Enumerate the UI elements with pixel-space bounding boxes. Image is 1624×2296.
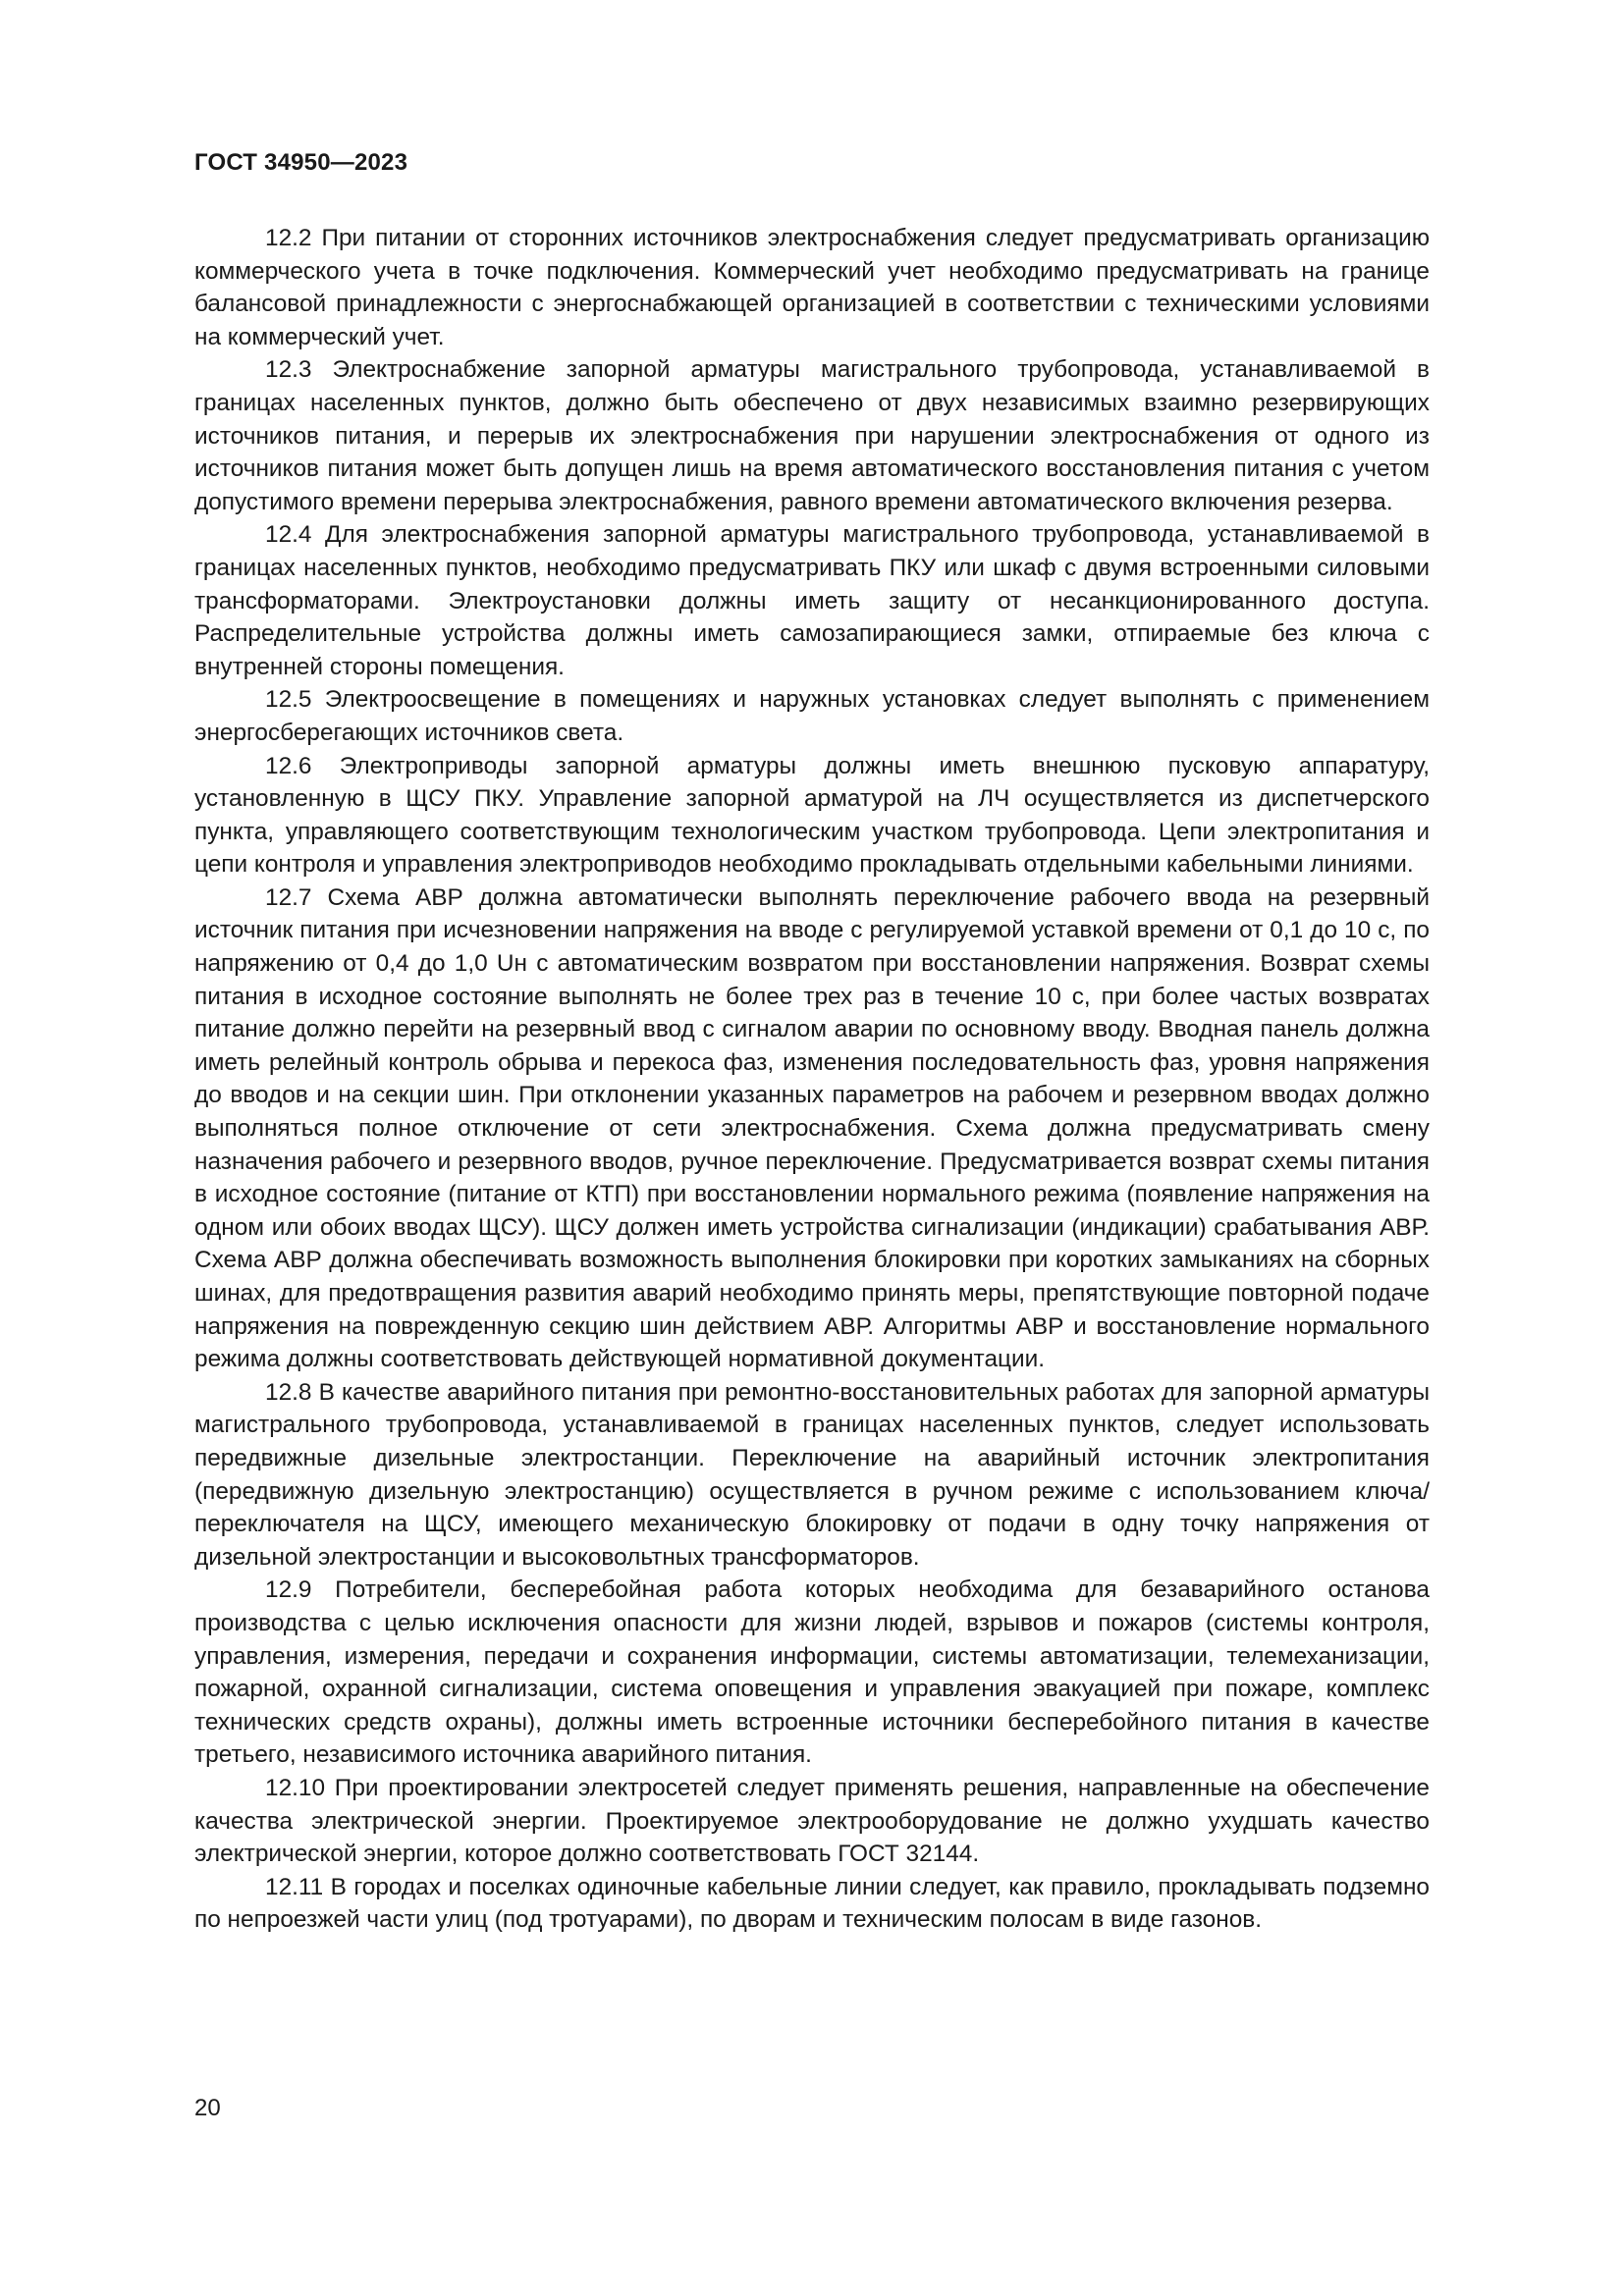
paragraph-12-9: 12.9 Потребители, бесперебойная работа которых необходима для безаварийного останова производства с целью исключения опасности для жизни людей, взрывов и пожаров (системы контроля, управления, измерения, передачи и сохранения информации, системы автоматизации, телемеханизации, пожарной, охранной сигнализации, система оповещения и управления эвакуацией при пожаре, комплекс технических средств охраны), должны иметь встроенные источники бесперебойного питания в качестве третьего, независимого источника аварийного питания. <box>194 1576 1430 1769</box>
paragraph-12-2: 12.2 При питании от сторонних источников электроснабжения следует предусматривать организацию коммерческого учета в точке подключения. Коммерческий учет необходимо предусматривать на границе балансовой принадлежности с энергоснабжающей организацией в соответствии с техническими условиями на коммерческий учет. <box>194 225 1430 350</box>
paragraph-12-10: 12.10 При проектировании электросетей следует применять решения, направленные на обеспечение качества электрической энергии. Проектируемое электрооборудование не должно ухудшать качество электрической энергии, которое должно соответствовать ГОСТ 32144. <box>194 1774 1430 1868</box>
document-body <box>194 222 1430 1937</box>
paragraph-12-7: 12.7 Схема АВР должна автоматически выполнять переключение рабочего ввода на резервный источник питания при исчезновении напряжения на вводе с регулируемой уставкой времени от 0,1 до 10 с, по напряжению от 0,4 до 1,0 Uн с автоматическим возвратом при восстановлении напряжения. Возврат схемы питания в исходное состояние выполнять не более трех раз в течение 10 с, при более частых возвратах питание должно перейти на резервный ввод с сигналом аварии по основному вводу. Вводная панель должна иметь релейный контроль обрыва и перекоса фаз, изменения последовательность фаз, уровня напряжения до вводов и на секции шин. При отклонении указанных параметров на рабочем и резервном вводах должно выполняться полное отключение от сети электроснабжения. Схема должна предусматривать смену назначения рабочего и резервного вводов, ручное переключение. Предусматривается возврат схемы питания в исходное состояние (питание от КТП) при восстановлении нормального режима (появление напряжения на одном или обоих вводах ЩСУ). ЩСУ должен иметь устройства сигнализации (индикации) срабатывания АВР. Схема АВР должна обеспечивать возможность выполнения блокировки при коротких замыканиях на сборных шинах, для предотвращения развития аварий необходимо принять меры, препятствующие повторной подаче напряжения на поврежденную секцию шин действием АВР. Алгоритмы АВР и восстановление нормального режима должны соответствовать действующей нормативной документации. <box>194 883 1430 1373</box>
paragraph-12-3: 12.3 Электроснабжение запорной арматуры магистрального трубопровода, устанавливаемой в границах населенных пунктов, должно быть обеспечено от двух независимых взаимно резервирующих источников питания, и перерыв их электроснабжения при нарушении электроснабжения от одного из источников питания может быть допущен лишь на время автоматического восстановления питания с учетом допустимого времени перерыва электроснабжения, равного времени автоматического включения резерва. <box>194 356 1430 515</box>
document-id-header: ГОСТ 34950—2023 <box>194 149 408 176</box>
paragraph-12-8: 12.8 В качестве аварийного питания при ремонтно-восстановительных работах для запорной арматуры магистрального трубопровода, устанавливаемой в границах населенных пунктов, следует использовать передвижные дизельные электростанции. Переключение на аварийный источник электропитания (передвижную дизельную электростанцию) осуществляется в ручном режиме с использованием ключа/переключателя на ЩСУ, имеющего механическую блокировку от подачи в одну точку напряжения от дизельной электростанции и высоковольтных трансформаторов. <box>194 1378 1430 1571</box>
paragraph-12-6: 12.6 Электроприводы запорной арматуры должны иметь внешнюю пусковую аппаратуру, установленную в ЩСУ ПКУ. Управление запорной арматурой на ЛЧ осуществляется из диспетчерского пункта, управляющего соответствующим технологическим участком трубопровода. Цепи электропитания и цепи контроля и управления электроприводов необходимо прокладывать отдельными кабельными линиями. <box>194 752 1430 879</box>
paragraph-12-11: 12.11 В городах и поселках одиночные кабельные линии следует, как правило, прокладывать подземно по непроезжей части улиц (под тротуарами), по дворам и техническим полосам в виде газонов. <box>194 1873 1430 1934</box>
paragraph-12-5: 12.5 Электроосвещение в помещениях и наружных установках следует выполнять с применением энергосберегающих источников света. <box>194 686 1430 746</box>
paragraph-12-4: 12.4 Для электроснабжения запорной арматуры магистрального трубопровода, устанавливаемой в границах населенных пунктов, необходимо предусматривать ПКУ или шкаф с двумя встроенными силовыми трансформаторами. Электроустановки должны иметь защиту от несанкционированного доступа. Распределительные устройства должны иметь самозапирающиеся замки, отпираемые без ключа с внутренней стороны помещения. <box>194 521 1430 680</box>
page-number: 20 <box>194 2095 221 2121</box>
